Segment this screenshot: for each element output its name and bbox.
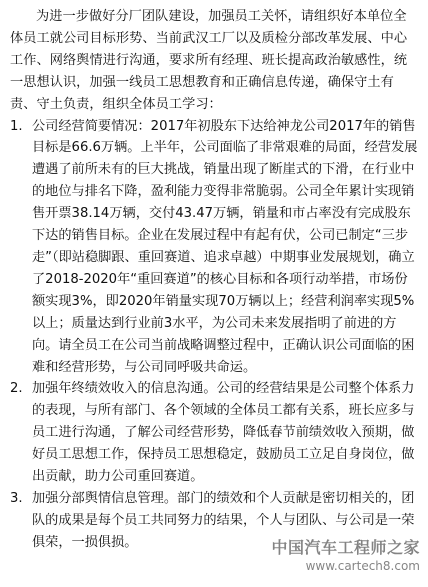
list-item-number: 3. bbox=[10, 490, 23, 506]
list-item-text: 加强分部舆情信息管理。部门的绩效和个人贡献是密切相关的，团队的成果是每个员工共同努力的结果，个人与团队、与公司是一荣俱荣，一损俱损。 bbox=[32, 490, 415, 550]
watermark-url: www.cartech8.com bbox=[305, 559, 420, 573]
intro-paragraph: 为进一步做好分厂团队建设，加强员工关怀，请组织好本单位全体员工就公司目标形势、当前武汉工厂以及质检分部改革发展、中心工作、网络舆情进行沟通，要求所有经理、班长提高政治敏感性，统一思想认识，加强一线员工思想教育和正确信息传递，确保守土有责、守土负责，组织全体员工学习： bbox=[10, 9, 408, 112]
list-item-1 bbox=[10, 116, 418, 379]
list-item-number: 1. bbox=[10, 118, 23, 134]
list-item-2 bbox=[10, 378, 418, 488]
list-item-3 bbox=[10, 488, 418, 554]
watermark-title: 中国汽车工程师之家 bbox=[271, 538, 420, 557]
list-item-text: 加强年终绩效收入的信息沟通。公司的经营结果是公司整个体系力的表现，与所有部门、各个领域的全体员工都有关系，班长应多与员工进行沟通，了解公司经营形势，降低春节前绩效收入预期，做好员工思想工作，保持员工思想稳定，鼓励员工立足自身岗位，做出贡献，助力公司重回赛道。 bbox=[32, 381, 415, 485]
list-item-text: 公司经营简要情况：2017年初股东下达给神龙公司2017年的销售目标是66.6万辆。上半年，公司面临了非常艰难的局面，经营发展遭遇了前所未有的巨大挑战，销量出现了断崖式的下滑，在行业中的地位与排名下降，盈利能力变得非常脆弱。公司全年累计实现销售开票38.14万辆，交付43.47万辆，销量和市占率没有完成股东下达的销售目标。企业在发展过程中有起有伏，公司已制定“三步走”（即站稳脚跟、重回赛道、追求卓越）中期事业发展规划，确立了2018-2020年“重回赛道”的核心目标和各项行动举措，市场份额实现3%，即2020年销量实现70万辆以上；经营利润率实现5%以上；质量达到行业前3水平，为公司未来发展指明了前进的方向。请全员工在公司当前战略调整过程中，正确认识公司面临的困难和经营形势，与公司同呼吸共命运。 bbox=[32, 118, 418, 375]
list-item-number: 2. bbox=[10, 381, 23, 397]
